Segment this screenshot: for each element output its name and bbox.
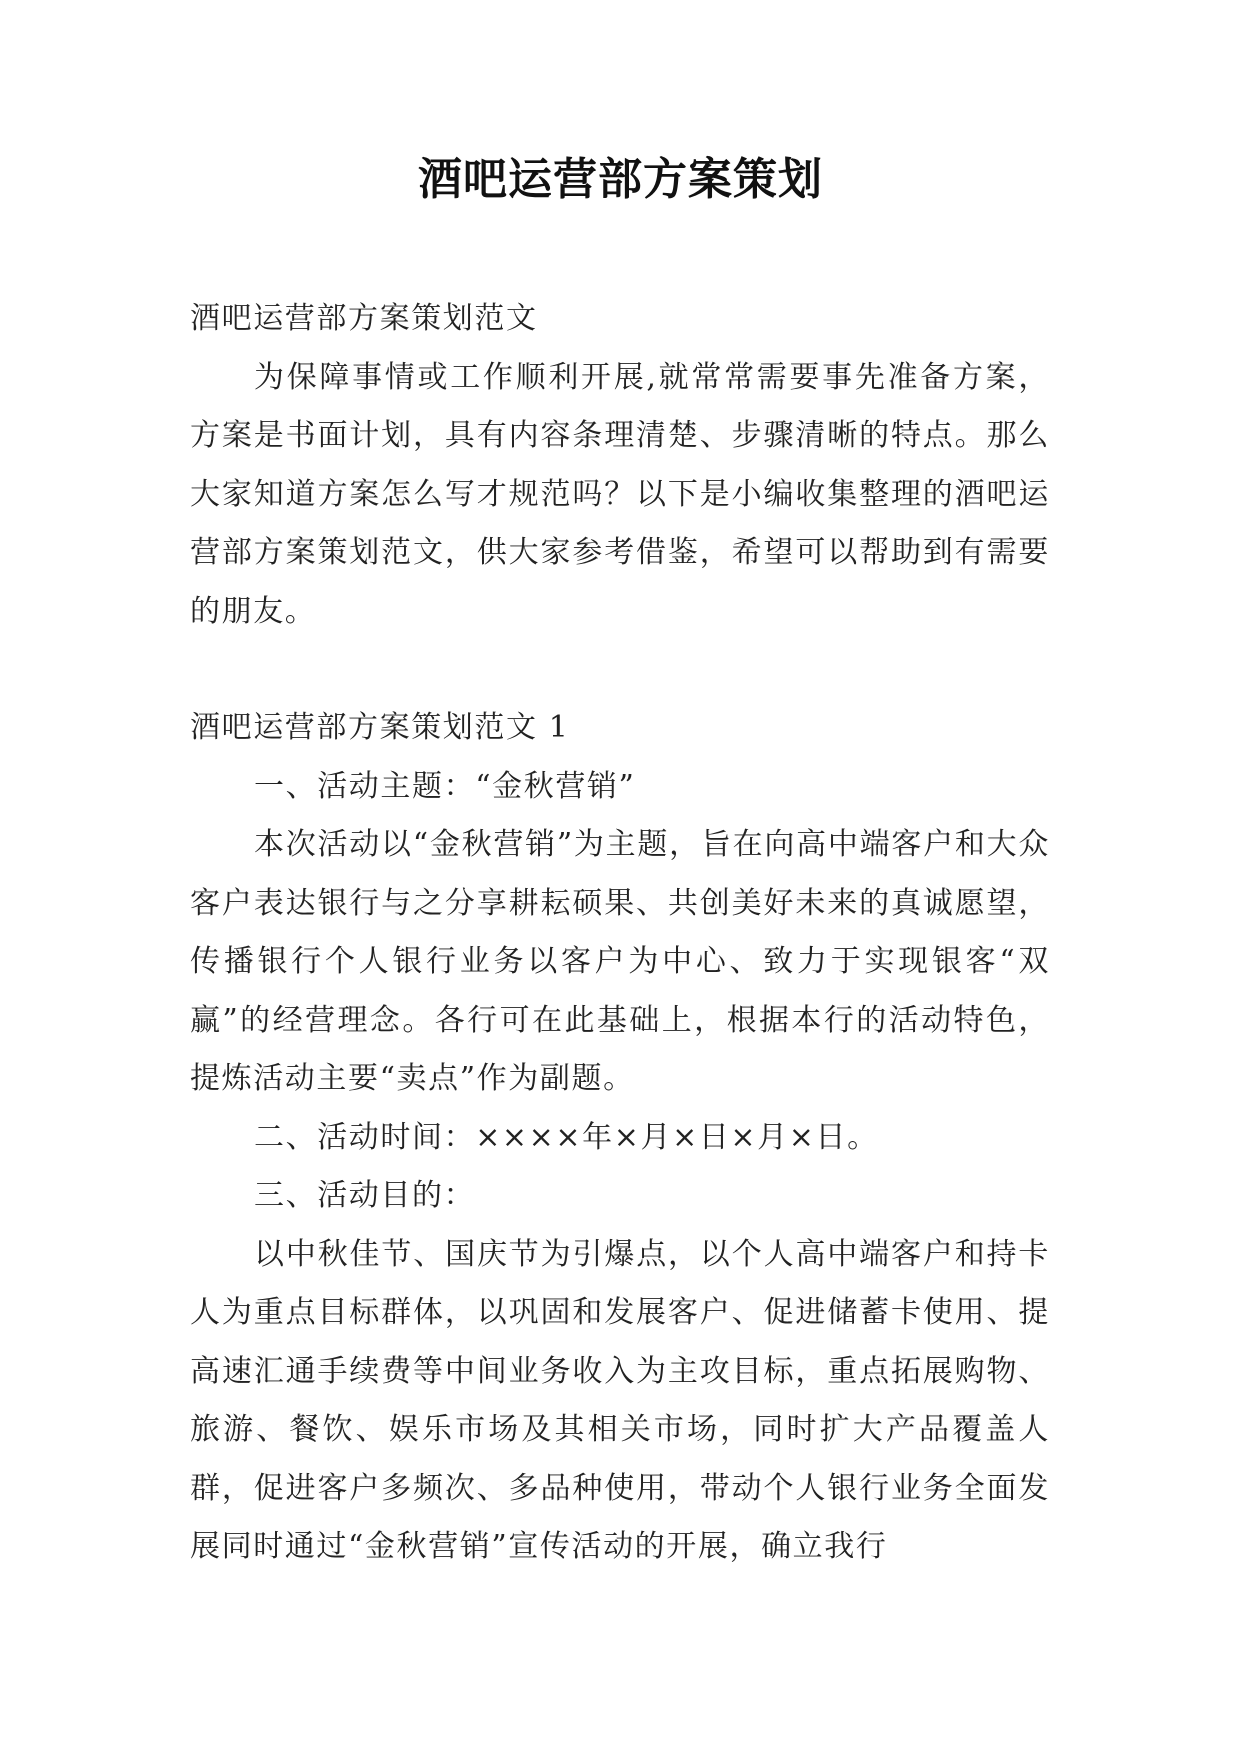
item-purpose-paragraph: 以中秋佳节、国庆节为引爆点，以个人高中端客户和持卡人为重点目标群体，以巩固和发展客户、促进储蓄卡使用、提高速汇通手续费等中间业务收入为主攻目标，重点拓展购物、旅游、餐饮、娱乐市场及其相关市场，同时扩大产品覆盖人群，促进客户多频次、多品种使用，带动个人银行业务全面发展同时通过“金秋营销”宣传活动的开展，确立我行 <box>190 1236 1050 1564</box>
document-title: 酒吧运营部方案策划 <box>418 154 823 205</box>
document-body <box>190 290 1050 1577</box>
document-subtitle: 酒吧运营部方案策划范文 <box>190 301 538 336</box>
section-heading: 酒吧运营部方案策划范文 1 <box>190 710 570 745</box>
item-time-heading: 二、活动时间：××××年×月×日×月×日。 <box>254 1119 879 1155</box>
item-theme-paragraph: 本次活动以“金秋营销”为主题，旨在向高中端客户和大众客户表达银行与之分享耕耘硕果、共创美好未来的真诚愿望，传播银行个人银行业务以客户为中心、致力于实现银客“双赢”的经营理念。各行可在此基础上，根据本行的活动特色，提炼活动主要“卖点”作为副题。 <box>190 827 1050 1096</box>
item-theme-heading: 一、活动主题：“金秋营销” <box>254 768 636 804</box>
intro-paragraph: 为保障事情或工作顺利开展,就常常需要事先准备方案，方案是书面计划，具有内容条理清楚、步骤清晰的特点。那么大家知道方案怎么写才规范吗？以下是小编收集整理的酒吧运营部方案策划范文，供大家参考借鉴，希望可以帮助到有需要的朋友。 <box>190 359 1050 629</box>
item-purpose-heading: 三、活动目的： <box>254 1178 476 1213</box>
